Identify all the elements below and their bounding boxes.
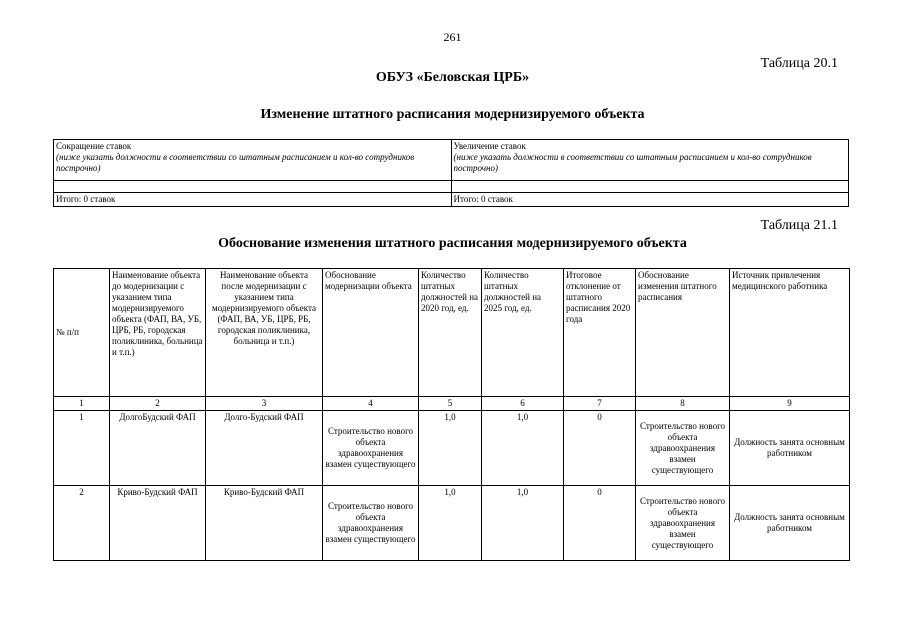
modernization-reason: Строительство нового объекта здравоохранения взамен существующего (323, 486, 419, 561)
table-row (54, 486, 850, 561)
increase-note: (ниже указать должности в соответствии со штатным расписанием и кол-во сотрудников построчно) (453, 152, 812, 173)
row-num: 1 (54, 411, 110, 486)
column-number-row (54, 397, 850, 411)
count-2020: 1,0 (419, 411, 482, 486)
table-label-21-1: Таблица 21.1 (760, 218, 838, 233)
header-source: Источник привлечения медицинского работника (730, 269, 850, 397)
object-after: Долго-Будский ФАП (206, 411, 323, 486)
deviation: 0 (564, 411, 636, 486)
column-number: 1 (54, 397, 110, 411)
header-count-2020: Количество штатных должностей на 2020 год, ед. (419, 269, 482, 397)
page-number: 261 (443, 30, 462, 44)
reduction-total: Итого: 0 ставок (54, 193, 452, 207)
modernization-reason: Строительство нового объекта здравоохранения взамен существующего (323, 411, 419, 486)
header-after: Наименование объекта после модернизации с указанием типа модернизируемого объекта (ФАП, ВА, УБ, ЦРБ, РБ, городская поликлиника, больница и т.п.) (206, 269, 323, 397)
header-num: № п/п (54, 269, 110, 397)
reduction-note: (ниже указать должности в соответствии со штатным расписанием и кол-во сотрудников построчно) (56, 152, 415, 173)
column-number: 4 (323, 397, 419, 411)
table-label-20-1: Таблица 20.1 (760, 56, 838, 71)
reduction-header-cell (54, 140, 452, 181)
increase-empty-cell (451, 181, 849, 193)
column-number: 9 (730, 397, 850, 411)
header-reason: Обоснование модернизации объекта (323, 269, 419, 397)
count-2025: 1,0 (482, 486, 564, 561)
staffing-change-table (53, 139, 849, 207)
row-num: 2 (54, 486, 110, 561)
column-number: 3 (206, 397, 323, 411)
table-row (54, 411, 850, 486)
header-before: Наименование объекта до модернизации с указанием типа модернизируемого объекта (ФАП, ВА, УБ, ЦРБ, РБ, городская поликлиника, больница и т.п.) (110, 269, 206, 397)
organization-title: ОБУЗ «Беловская ЦРБ» (375, 70, 530, 85)
change-reason: Строительство нового объекта здравоохранения взамен существующего (636, 411, 730, 486)
header-row (54, 269, 850, 397)
worker-source: Должность занята основным работником (730, 411, 850, 486)
header-change-reason: Обоснование изменения штатного расписания (636, 269, 730, 397)
increase-header: Увеличение ставок (453, 141, 526, 151)
change-reason: Строительство нового объекта здравоохранения взамен существующего (636, 486, 730, 561)
reduction-header: Сокращение ставок (56, 141, 132, 151)
justification-table (53, 268, 850, 561)
column-number: 2 (110, 397, 206, 411)
count-2020: 1,0 (419, 486, 482, 561)
column-number: 7 (564, 397, 636, 411)
header-count-2025: Количество штатных должностей на 2025 год, ед. (482, 269, 564, 397)
worker-source: Должность занята основным работником (730, 486, 850, 561)
increase-header-cell (451, 140, 849, 181)
justification-title: Обоснование изменения штатного расписания модернизируемого объекта (218, 236, 687, 251)
column-number: 8 (636, 397, 730, 411)
header-deviation: Итоговое отклонение от штатного расписания 2020 года (564, 269, 636, 397)
object-before: ДолгоБудский ФАП (110, 411, 206, 486)
column-number: 6 (482, 397, 564, 411)
reduction-empty-cell (54, 181, 452, 193)
staffing-change-title: Изменение штатного расписания модернизируемого объекта (260, 107, 645, 122)
column-number: 5 (419, 397, 482, 411)
object-before: Криво-Будский ФАП (110, 486, 206, 561)
deviation: 0 (564, 486, 636, 561)
increase-total: Итого: 0 ставок (451, 193, 849, 207)
count-2025: 1,0 (482, 411, 564, 486)
object-after: Криво-Будский ФАП (206, 486, 323, 561)
